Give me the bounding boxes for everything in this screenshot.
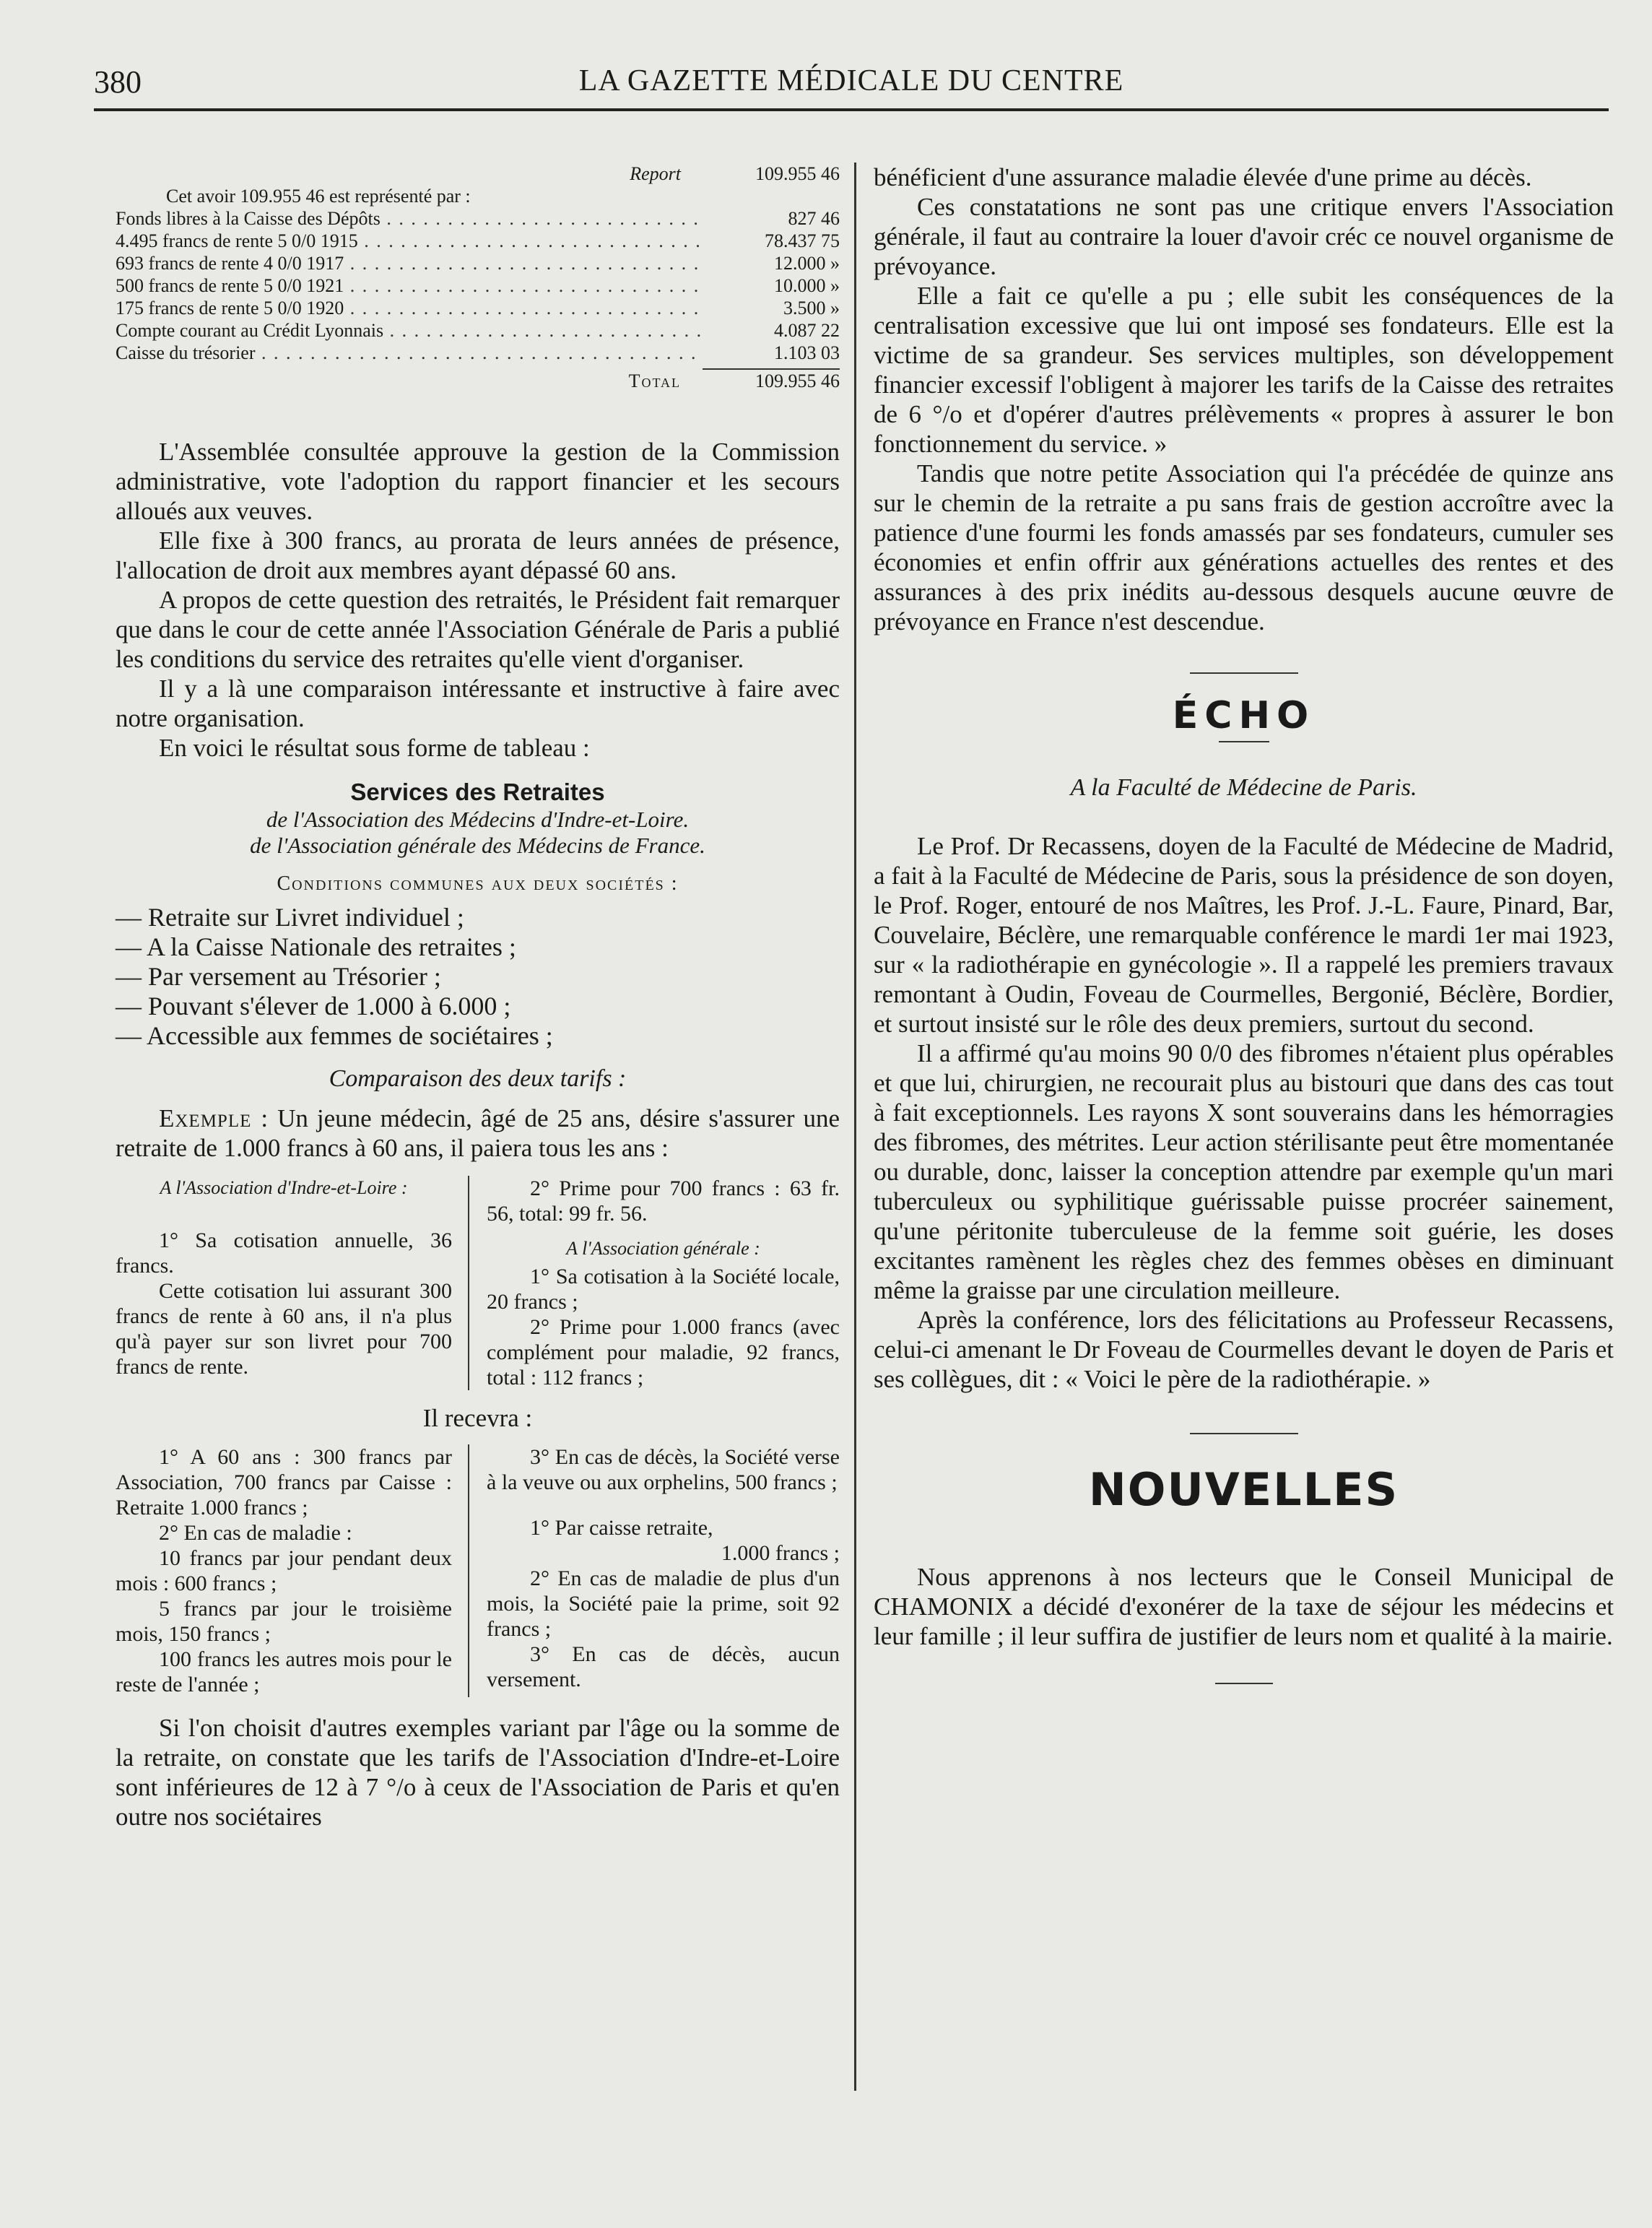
- benefits-table: [116, 1444, 840, 1697]
- comparison-title: Comparaison des deux tarifs :: [329, 1065, 627, 1092]
- benefit-text: 100 francs les autres mois pour le reste de l'année ;: [116, 1647, 452, 1696]
- benefit-text: 2° En cas de maladie :: [159, 1521, 352, 1545]
- paragraph: bénéficient d'une assurance maladie élevée d'une prime au décès.: [874, 163, 1532, 191]
- condition-item: — Par versement au Trésorier ;: [116, 962, 441, 991]
- tariff-col-generale: [469, 1176, 840, 1390]
- page-number: 380: [94, 64, 142, 100]
- ledger-report-label: Report: [630, 163, 681, 184]
- example-text: Un jeune médecin, âgé de 25 ans, désire s'assurer une retraite de 1.000 francs à 60 ans, il paiera tous les ans :: [116, 1104, 840, 1162]
- ledger-row-label: Compte courant au Crédit Lyonnais . . .: [116, 319, 703, 342]
- ledger-intro: Cet avoir 109.955 46 est représenté par :: [166, 186, 471, 207]
- section-rule: [1190, 672, 1298, 674]
- paragraph: Le Prof. Dr Recassens, doyen de la Faculté de Médecine de Madrid, a fait à la Faculté de Médecine de Paris, sous la présidence de son doyen, le Prof. Roger, entouré de nos Maîtres, les Prof. J.-L. Faure, Pinard, Bar, Couvelaire, Béclère, une remarquable conférence le mardi 1er mai 1923, sur « la radiothérapie en gynécologie ». Il a rappelé les premiers travaux remontant à Oudin, Foveau de Courmelles, Bergonié, Béclère, Bordier, et surtout insisté sur le rôle des deux premiers, surtout du second.: [874, 832, 1614, 1038]
- ledger-row: [116, 230, 840, 252]
- services-subtitle: de l'Association des Médecins d'Indre-et-Loire.: [266, 807, 690, 832]
- ledger-report-row: [116, 162, 840, 185]
- benefit-text: 1° A 60 ans : 300 francs par Association, 700 francs par Caisse : Retraite 1.000 francs ;: [116, 1445, 452, 1520]
- left-column: [116, 162, 840, 1832]
- header-rule: [94, 108, 1609, 111]
- condition-item: — Accessible aux femmes de sociétaires ;: [116, 1021, 553, 1050]
- paragraph: Tandis que notre petite Association qui l'a précédée de quinze ans sur le chemin de la retraite a pu sans frais de gestion accroître avec la patience d'une fourmi les fonds amassés par ses fondateurs, cumuler ses économies et enfin offrir aux générations actuelles des rentes et des assurances à des prix inédits au-dessous desquels aucune œuvre de prévoyance en France n'est descendue.: [874, 459, 1614, 636]
- section-rule: [1215, 1683, 1273, 1684]
- paragraph: Après la conférence, lors des félicitations au Professeur Recassens, celui-ci amenant le Dr Foveau de Courmelles devant le doyen de Paris et ses collègues, dit : « Voici le père de la radiothérapie. »: [874, 1306, 1614, 1393]
- services-title: Services des Retraites: [350, 779, 605, 805]
- ledger-row: [116, 297, 840, 319]
- tariff-text: Cette cotisation lui assurant 300 francs de rente à 60 ans, il n'a plus qu'à payer sur son livret pour 700 francs de rente.: [116, 1279, 452, 1379]
- services-subtitle: de l'Association générale des Médecins de France.: [250, 833, 705, 858]
- ledger-total-label: Total: [628, 370, 681, 391]
- benefit-text: 1° Par caisse retraite,: [530, 1516, 713, 1540]
- ledger-row: [116, 252, 840, 274]
- ledger-report-value: 109.955 46: [755, 163, 840, 184]
- tariff-head-indre: A l'Association d'Indre-et-Loire :: [160, 1177, 408, 1198]
- tariff-table: [116, 1176, 840, 1390]
- tariff-head-generale: A l'Association générale :: [566, 1238, 760, 1259]
- benefit-text: 10 francs par jour pendant deux mois : 600 francs ;: [116, 1546, 452, 1595]
- ledger-row-value: 827 46: [788, 208, 840, 229]
- benefit-text: 3° En cas de décès, la Société verse à la veuve ou aux orphelins, 500 francs ;: [487, 1445, 840, 1494]
- tariff-text: 2° Prime pour 700 francs : 63 fr. 56, total: 99 fr. 56.: [487, 1176, 840, 1226]
- ledger-row-label: Fonds libres à la Caisse des Dépôts . . .: [116, 207, 703, 230]
- ledger-row-value: 3.500 »: [783, 298, 840, 318]
- ledger-row: [116, 274, 840, 297]
- ledger-row-value: 10.000 »: [774, 275, 840, 296]
- right-column: [874, 162, 1614, 1684]
- ledger-row-value: 4.087 22: [774, 320, 840, 341]
- ledger-total-row: [116, 368, 840, 392]
- ledger-row-label: 693 francs de rente 4 0/0 1917 . . .: [116, 252, 703, 274]
- benefit-text: 1.000 francs ;: [721, 1541, 840, 1565]
- benefits-col-indre: [116, 1444, 469, 1697]
- benefit-text: 3° En cas de décès, aucun versement.: [487, 1642, 840, 1691]
- tariff-text: 1° Sa cotisation annuelle, 36 francs.: [116, 1228, 452, 1278]
- paragraph: Ces constatations ne sont pas une critique envers l'Association générale, il faut au contraire la louer d'avoir créc ce nouvel organisme de prévoyance.: [874, 193, 1614, 280]
- ledger-row-value: 12.000 »: [774, 253, 840, 274]
- ledger-row: [116, 342, 840, 364]
- column-divider: [854, 162, 856, 2091]
- benefit-text: 2° En cas de maladie de plus d'un mois, la Société paie la prime, soit 92 francs ;: [487, 1566, 840, 1641]
- ledger-row-label: 500 francs de rente 5 0/0 1921 . . .: [116, 274, 703, 297]
- page-header: [94, 64, 1609, 107]
- ledger-row: [116, 207, 840, 230]
- tariff-col-indre: [116, 1176, 469, 1390]
- condition-item: — Pouvant s'élever de 1.000 à 6.000 ;: [116, 992, 511, 1020]
- benefit-text: 5 francs par jour le troisième mois, 150 francs ;: [116, 1597, 452, 1646]
- paragraph: Nous apprenons à nos lecteurs que le Conseil Municipal de CHAMONIX a décidé d'exonérer de la taxe de séjour les médecins et leur famille ; il leur suffira de justifier de leurs nom et qualité à la mairie.: [874, 1563, 1614, 1650]
- echo-heading: ÉCHO: [1172, 694, 1316, 737]
- paragraph: Elle a fait ce qu'elle a pu ; elle subit les conséquences de la centralisation excessive que lui ont imposé ses fondateurs. Elle est la victime de sa grandeur. Ses services multiples, son développement financier excessif l'obligent à majorer les tarifs de la Caisse des retraites de 6 °/o et d'opérer d'autres prélèvements « propres à assurer le bon fonctionnement du service. »: [874, 282, 1614, 458]
- condition-item: — A la Caisse Nationale des retraites ;: [116, 932, 516, 961]
- example-label: Exemple :: [159, 1104, 269, 1132]
- section-rule: [1219, 741, 1269, 742]
- paragraph: Il y a là une comparaison intéressante et instructive à faire avec notre organisation.: [116, 675, 840, 732]
- journal-title: LA GAZETTE MÉDICALE DU CENTRE: [578, 64, 1124, 97]
- financial-ledger: [116, 162, 840, 392]
- ledger-row-value: 78.437 75: [765, 230, 840, 251]
- benefits-col-generale: [469, 1444, 840, 1697]
- ledger-row-label: 4.495 francs de rente 5 0/0 1915 . . .: [116, 230, 703, 252]
- condition-item: — Retraite sur Livret individuel ;: [116, 903, 464, 932]
- paragraph: A propos de cette question des retraités, le Président fait remarquer que dans le cour de cette année l'Association Générale de Paris a publié les conditions du service des retraites qu'elle vient d'organiser.: [116, 586, 840, 673]
- ledger-intro-row: [116, 185, 840, 207]
- ledger-row-label: Caisse du trésorier . . .: [116, 342, 703, 364]
- ledger-row-value: 1.103 03: [774, 342, 840, 363]
- tariff-text: 1° Sa cotisation à la Société locale, 20 francs ;: [487, 1265, 840, 1314]
- il-recevra-heading: Il recevra :: [422, 1404, 533, 1432]
- echo-subheading: A la Faculté de Médecine de Paris.: [1070, 774, 1417, 801]
- conditions-title: Conditions communes aux deux sociétés :: [277, 872, 679, 895]
- tariff-text: 2° Prime pour 1.000 francs (avec complément pour maladie, 92 francs, total : 112 francs ;: [487, 1315, 840, 1390]
- paragraph: Elle fixe à 300 francs, au prorata de leurs années de présence, l'allocation de droit aux membres ayant dépassé 60 ans.: [116, 526, 840, 584]
- paragraph: Il a affirmé qu'au moins 90 0/0 des fibromes n'étaient plus opérables et que lui, chirurgien, ne recourait plus au bistouri que dans des cas tout à fait exceptionnels. Les rayons X sont souverains dans les hémorragies des fibromes, des métrites. Leur action stérilisante peut être momentanée ou durable, donc, laisser la conception attendre par exemple qu'un mari tuberculeux ou syphilitique guérissable puisse procréer sainement, qu'une péritonite tuberculeuse de la femme soit guérie, les doses excitantes ramènent les règles chez des femmes obèses en diminuant même la graisse par une circulation meilleure.: [874, 1039, 1614, 1304]
- paragraph: L'Assemblée consultée approuve la gestion de la Commission administrative, vote l'adoption du rapport financier et les secours alloués aux veuves.: [116, 438, 840, 525]
- example-paragraph: [116, 1104, 840, 1163]
- nouvelles-heading: NOUVELLES: [1088, 1463, 1399, 1516]
- ledger-row-label: 175 francs de rente 5 0/0 1920 . . .: [116, 297, 703, 319]
- ledger-row: [116, 319, 840, 342]
- paragraph: En voici le résultat sous forme de tableau :: [159, 734, 590, 762]
- paragraph: Si l'on choisit d'autres exemples variant par l'âge ou la somme de la retraite, on constate que les tarifs de l'Association d'Indre-et-Loire sont inférieures de 12 à 7 °/o à ceux de l'Association de Paris et qu'en outre nos sociétaires: [116, 1714, 840, 1831]
- ledger-total-value: 109.955 46: [703, 368, 840, 392]
